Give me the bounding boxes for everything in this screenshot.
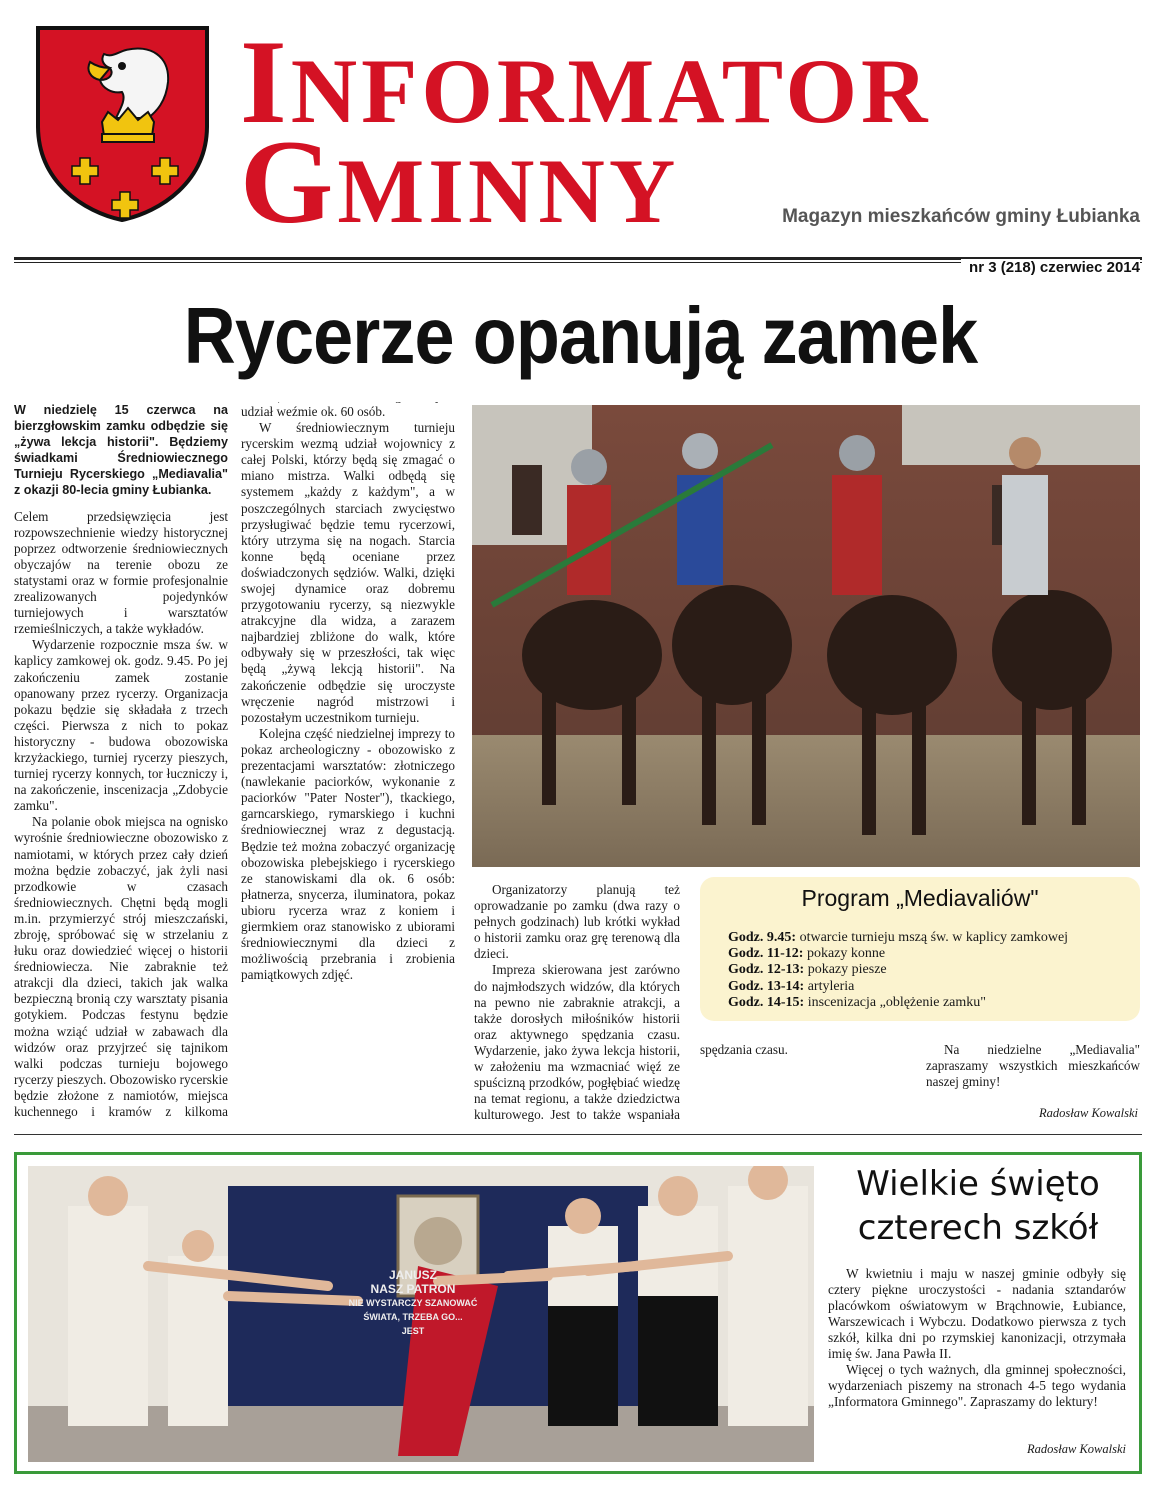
article-column-1: [14, 402, 228, 1120]
article-column-2: [241, 402, 455, 1120]
divider: [14, 1134, 1142, 1135]
article-paragraph: Organizatorzy planują też oprowadzanie po zamku (dwa razy o pełnych godzinach) lub krótki wykład o historii zamku oraz grę terenową dla dzieci.: [474, 882, 680, 962]
article-paragraph: Impreza skierowana jest zarówno do najmłodszych widzów, dla których na pewno nie zabraknie atrakcji, a także dorosłych miłośników historii oraz aktywnego spędzania czasu. Wydarzenie, jako żywa lekcja historii, w założeniu ma wzmacniać więź ze spuścizną przodków, pogłębiać wiedzę na temat regionu, a także dziedzictwa kulturowego. Jest to także wspaniała: [474, 962, 680, 1122]
main-headline: Rycerze opanują zamek: [183, 291, 978, 380]
school-article-headline: Wielkie święto czterech szkół: [856, 1164, 1100, 1248]
program-list: [728, 930, 1138, 1011]
program-item: Godz. 14-15: inscenizacja „oblężenie zamku": [728, 994, 986, 1010]
article-paragraph: Kolejna część niedzielnej imprezy to pokaz archeologiczny - obozowisko z prezentacjami warsztatów: złotniczego (nawlekanie paciorków, wykonanie z paciorków "Pater Noster"), tkackiego, garncarskiego, rymarskiego i kuchni średniowiecznej wraz z degustacją. Będzie też można zobaczyć organizację obozowiska plebejskiego i rycerskiego ze stanowiskami dla ok. 6 osób: płatnerza, snycerza, iluminatora, pokaz ubioru rycerza wraz z koniem i giermkiem oraz stanowisko z ubiorami średniowiecznymi dla dzieci z możliwością przebrania i zrobienia pamiątkowych zdjęć.: [241, 725, 455, 983]
title-initial: I: [240, 15, 291, 148]
school-article-text: [828, 1266, 1126, 1446]
article-paragraph-continued: spędzania czasu.: [700, 1042, 788, 1058]
title-initial: G: [240, 115, 338, 248]
article-paragraph: W średniowiecznym turnieju rycerskim wezmą udział wojownicy z całej Polski, którzy będą się zmagać o miano mistrza. Walki odbędą się systemem „każdy z każdym", a w poszczególnych starciach zwycięstwo przysługiwać będzie temu rycerzowi, który utrzyma się na nogach. Starcia konne będą oceniane przez doświadczonych sędziów. Walki, dzięki swojej dynamice oraz dobremu przygotowaniu rycerzy, są niezwykle atrakcyjne dla widza, a zarazem najbardziej zbliżone do walk, które odbywały się w przeszłości, tak więc będą „żywą lekcją historii". Na zakończenie odbędzie się uroczyste wręczenie nagród mistrzowi i pozostałym uczestnikom turnieju.: [241, 420, 455, 725]
article-paragraph: Więcej o tych ważnych, dla gminnej społeczności, wydarzeniach piszemy na stronach 4-5 tego wydania „Informatora Gminnego". Zapraszamy do lektury!: [828, 1362, 1126, 1409]
title-rest: NFORMATOR: [290, 40, 932, 142]
coat-of-arms-logo: [30, 22, 215, 224]
article-paragraph: Wydarzenie rozpocznie msza św. w kaplicy zamkowej ok. godz. 9.45. Po jej zakończeniu zamek zostanie opanowany przez rycerzy. Organizacja pokazu będzie się składała z trzech części. Pierwsza z nich to pokaz historyczny - budowa obozowiska krzyżackiego, turniej rycerzy pieszych, turniej rycerzy konnych, tor łuczniczy i, na zakończenie, inscenizacja „Zdobycie zamku".: [14, 637, 228, 814]
article-column-3: [474, 882, 680, 1122]
school-article-author: Radosław Kowalski: [1027, 1442, 1126, 1456]
article-lead: W niedzielę 15 czerwca na bierzgłowskim zamku odbędzie się „żywa lekcja historii". Będziemy świadkami Średniowiecznego Turnieju Rycerskiego „Mediavalia" z okazji 80-lecia gminy Łubianka.: [14, 403, 228, 498]
tagline: Magazyn mieszkańców gminy Łubianka: [782, 206, 1140, 227]
article-author: Radosław Kowalski: [1039, 1106, 1138, 1120]
program-item: Godz. 9.45: otwarcie turnieju mszą św. w kaplicy zamkowej: [728, 930, 1069, 945]
article-paragraph: W kwietniu i maju w naszej gminie odbyły się cztery piękne uroczystości - nadania sztandarów placówkom oświatowym w Brąchnowie, Łubiance, Warszewicach i Wybczu. Dodatkowo pierwsza z tych szkół, kilka dni po rzymskiej kanonizacji, otrzymała imię św. Jana Pawła II.: [828, 1266, 1126, 1361]
program-item: Godz. 12-13: pokazy piesze: [728, 962, 887, 978]
article-paragraph: Celem przedsięwzięcia jest rozpowszechnienie wiedzy historycznej poprzez odtworzenie średniowiecznych obyczajów na terenie obozu ze statystami oraz w formie profesjonalnie zrealizowanych pojedynków turniejowych i warsztatów rzemieślniczych, a także wykładów.: [14, 508, 228, 637]
article-paragraph-continued: udział weźmie ok. 60 osób.: [241, 403, 386, 419]
photo-banner-text: JANUSZ NASZ PATRON NIE WYSTARCZY SZANOWAĆ ŚWIATA, TRZEBA GO... JEST: [348, 1268, 478, 1336]
program-title: Program „Mediavaliów": [801, 885, 1039, 911]
article-paragraph: Na niedzielne „Mediavalia" zapraszamy wszystkich mieszkańców naszej gminy!: [926, 1042, 1140, 1090]
title-rest: MINNY: [337, 140, 680, 242]
issue-info: nr 3 (218) czerwiec 2014: [800, 256, 1140, 278]
program-item: Godz. 13-14: artyleria: [728, 978, 855, 994]
program-item: Godz. 11-12: pokazy konne: [728, 946, 886, 962]
masthead-title-line2: [240, 115, 680, 248]
article-paragraph: Na polanie obok miejsca na ognisko wyrośnie średniowieczne obozowisko z namiotami, w których przez cały dzień można będzie zobaczyć, jak żyli nasi przodkowie w czasach średniowiecznych. Chętni będą mogli m.in. przymierzyć strój mieszczański, zbroję, spróbować się w strzelaniu z łuku oraz dowiedzieć więcej o historii średniowiecza. Nie zabraknie też atrakcji dla dzieci, takich jak walka bezpieczną bronią czy warsztaty pisania gotykiem. Podczas festynu będzie można wziąć udział w zabawach dla widzów oraz przyjrzeć się tajnikom walki podczas turnieju bojowego rycerzy pieszych. Obozowisko rycerskie będzie złożone z namiotów, miejsca kuchennego i kramów z kilkoma: [14, 814, 228, 1120]
article-column-4: [700, 1042, 912, 1128]
knights-photo: [472, 405, 1140, 867]
